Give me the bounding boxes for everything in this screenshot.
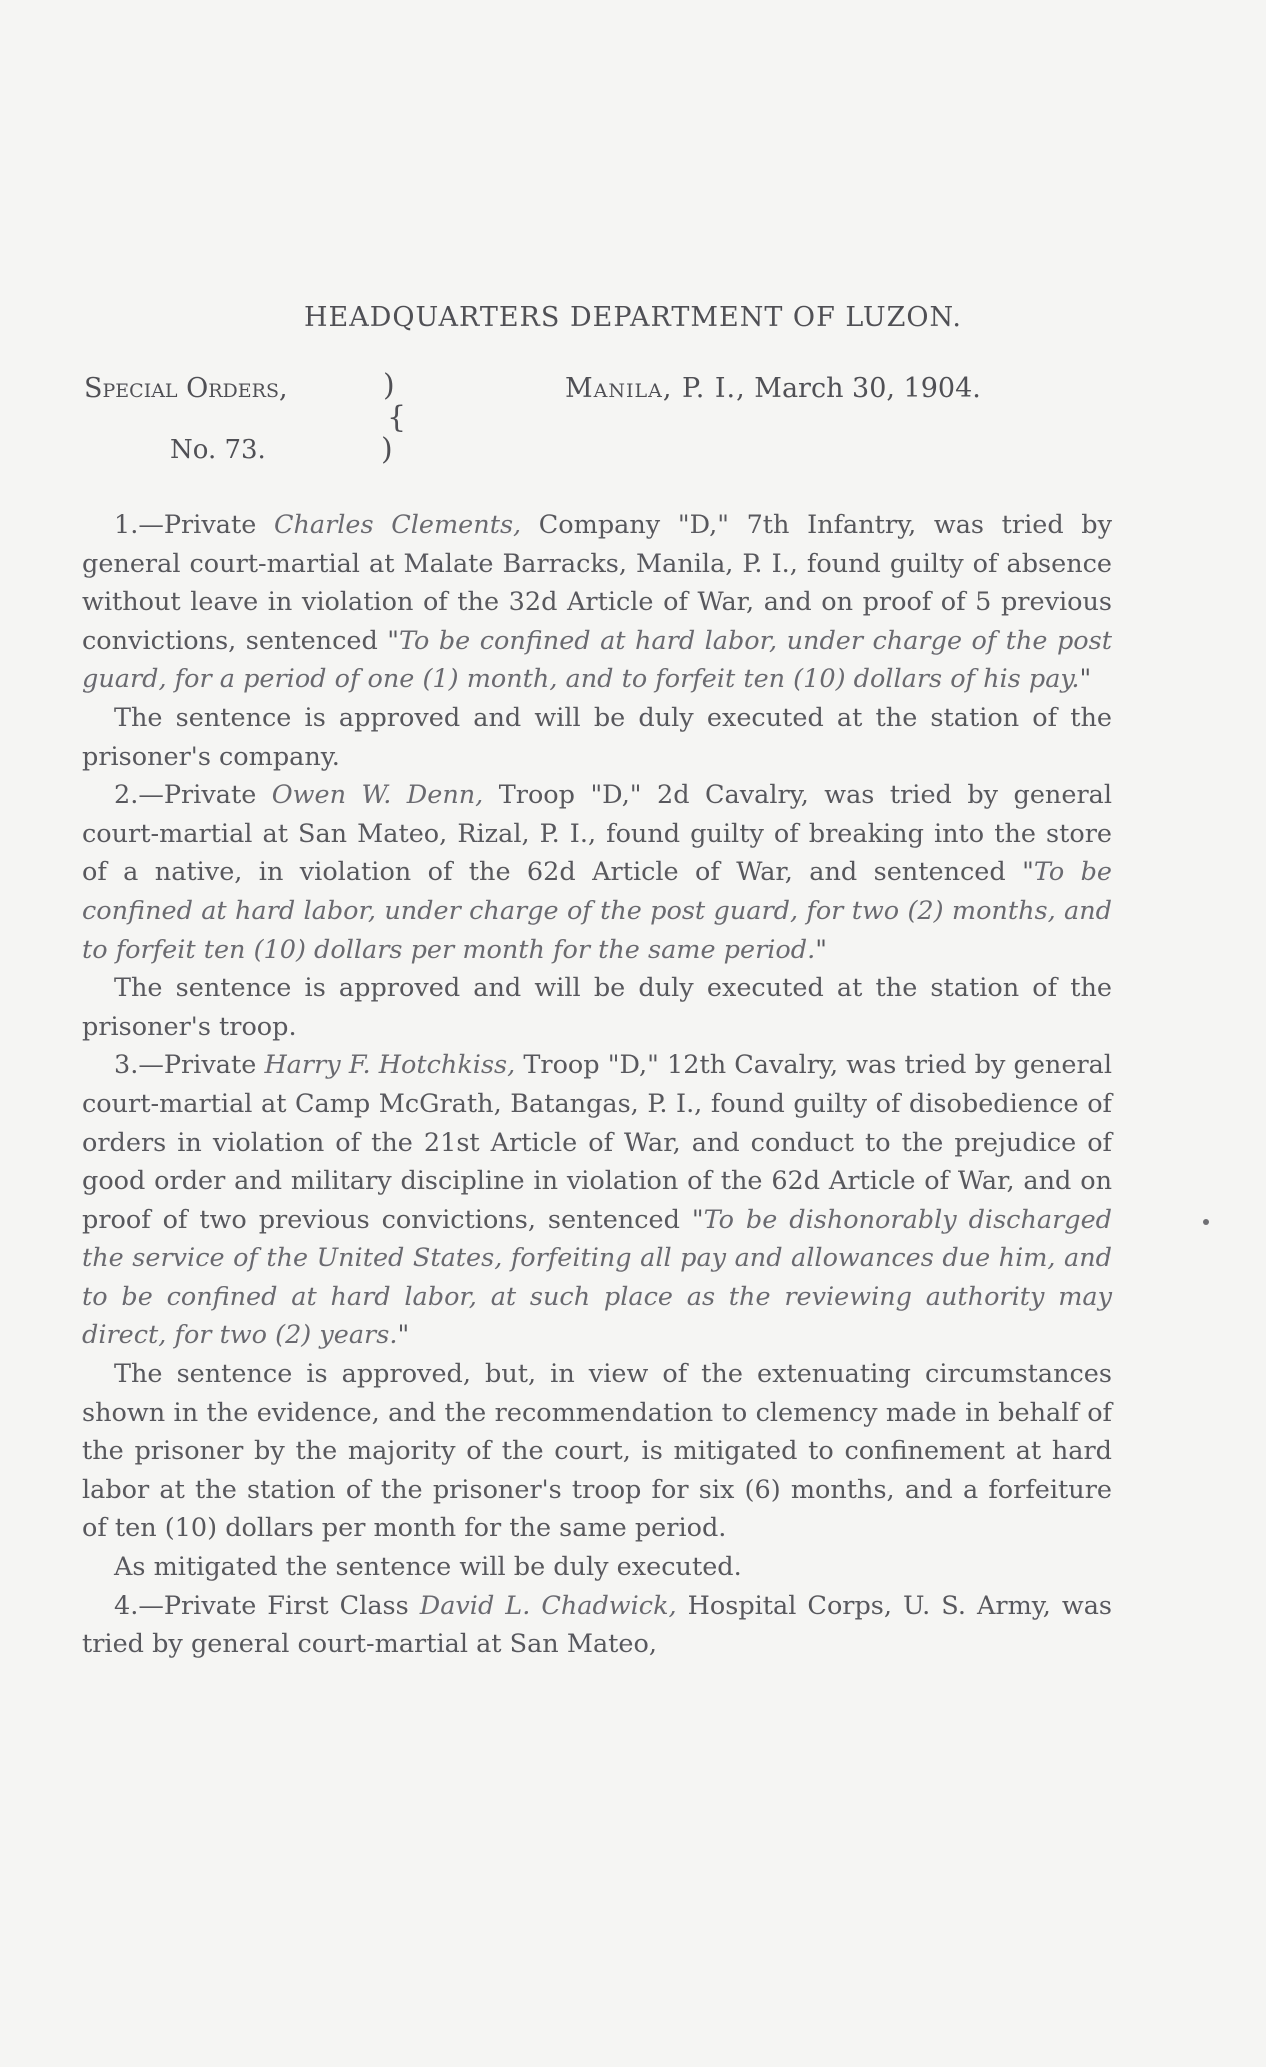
paragraph-3-followup-2: As mitigated the sentence will be duly executed. bbox=[114, 1552, 742, 1583]
brace-bottom: ) bbox=[381, 432, 393, 467]
order-number: No. 73. bbox=[170, 435, 266, 465]
paragraph-text: Troop "D," 2d Cavalry, was tried by general court-martial at San Mateo, Rizal, P. I., found guilty of breaking into the store of a native, in violation of the 62d Article of War, and sentenced " bbox=[82, 780, 1112, 888]
paragraph-number: 4.—Private First Class bbox=[114, 1590, 409, 1621]
paragraph-3 bbox=[82, 1046, 1112, 1355]
paragraph-1 bbox=[82, 506, 1112, 699]
paragraph-3-followup: The sentence is approved, but, in view of the extenuating circumstances shown in the evidence, and the recommendation to clemency made in behalf of the prisoner by the majority of the court, is mitigated to confinement at hard labor at the station of the prisoner's troop for six (6) months, and a forfeiture of ten (10) dollars per month for the same period. bbox=[82, 1359, 1112, 1544]
paragraph-text: Company "D," 7th Infantry, was tried by general court-martial at Malate Barracks, Manila, P. I., found guilty of absence without leave in violation of the 32d Article of War, and on proof of 5 previous convictions, sentenced " bbox=[82, 510, 1113, 656]
paragraph-number: 1.—Private bbox=[114, 510, 257, 540]
paragraph-2 bbox=[82, 776, 1112, 969]
person-name: Charles Clements, bbox=[273, 510, 522, 540]
dateline-date: March 30, 1904. bbox=[754, 373, 981, 404]
order-body bbox=[82, 506, 1112, 1664]
brace-middle: { bbox=[387, 400, 407, 435]
dateline-place: Manila, P. I., bbox=[565, 373, 746, 404]
paragraph-text-end: " bbox=[1079, 664, 1092, 695]
sentence-text: To be dishonorably discharged the service of the United States, forfeiting all pay and allowances due him, and to be confined at hard labor, at such place as the reviewing authority may direct, for two (2) years. bbox=[82, 1204, 1112, 1351]
brace-top: ) bbox=[383, 368, 395, 403]
person-name: Harry F. Hotchkiss, bbox=[264, 1050, 516, 1081]
paragraph-1-followup: The sentence is approved and will be duly executed at the station of the prisoner's company. bbox=[82, 702, 1112, 772]
sentence-text: To be confined at hard labor, under charge of the post guard, for two (2) months, and to forfeit ten (10) dollars per month for the same period. bbox=[82, 857, 1112, 965]
paragraph-number: 2.—Private bbox=[114, 780, 257, 811]
margin-speck bbox=[1203, 1219, 1209, 1225]
paragraph-text: Hospital Corps, U. S. Army, was tried by general court-martial at San Mateo, bbox=[82, 1590, 1113, 1660]
paragraph-number: 3.—Private bbox=[114, 1050, 257, 1081]
person-name: David L. Chadwick, bbox=[419, 1590, 677, 1621]
page-title: HEADQUARTERS DEPARTMENT OF LUZON. bbox=[304, 302, 962, 333]
sentence-text: To be confined at hard labor, under charge of the post guard, for a period of one (1) month, and to forfeit ten (10) dollars of his pay. bbox=[82, 625, 1112, 695]
paragraph-text-end: " bbox=[397, 1320, 410, 1351]
person-name: Owen W. Denn, bbox=[271, 780, 484, 811]
paragraph-4 bbox=[82, 1587, 1112, 1664]
special-orders-label: Special Orders, bbox=[84, 373, 288, 404]
paragraph-2-followup: The sentence is approved and will be duly executed at the station of the prisoner's troop. bbox=[82, 973, 1112, 1042]
paragraph-text: Troop "D," 12th Cavalry, was tried by general court-martial at Camp McGrath, Batangas, P. I., found guilty of disobedience of orders in violation of the 21st Article of War, and conduct to the prejudice of good order and military discipline in violation of the 62d Article of War, and on proof of two previous convictions, sentenced " bbox=[82, 1050, 1112, 1235]
dateline bbox=[565, 373, 981, 404]
paragraph-text-end: " bbox=[815, 934, 827, 965]
